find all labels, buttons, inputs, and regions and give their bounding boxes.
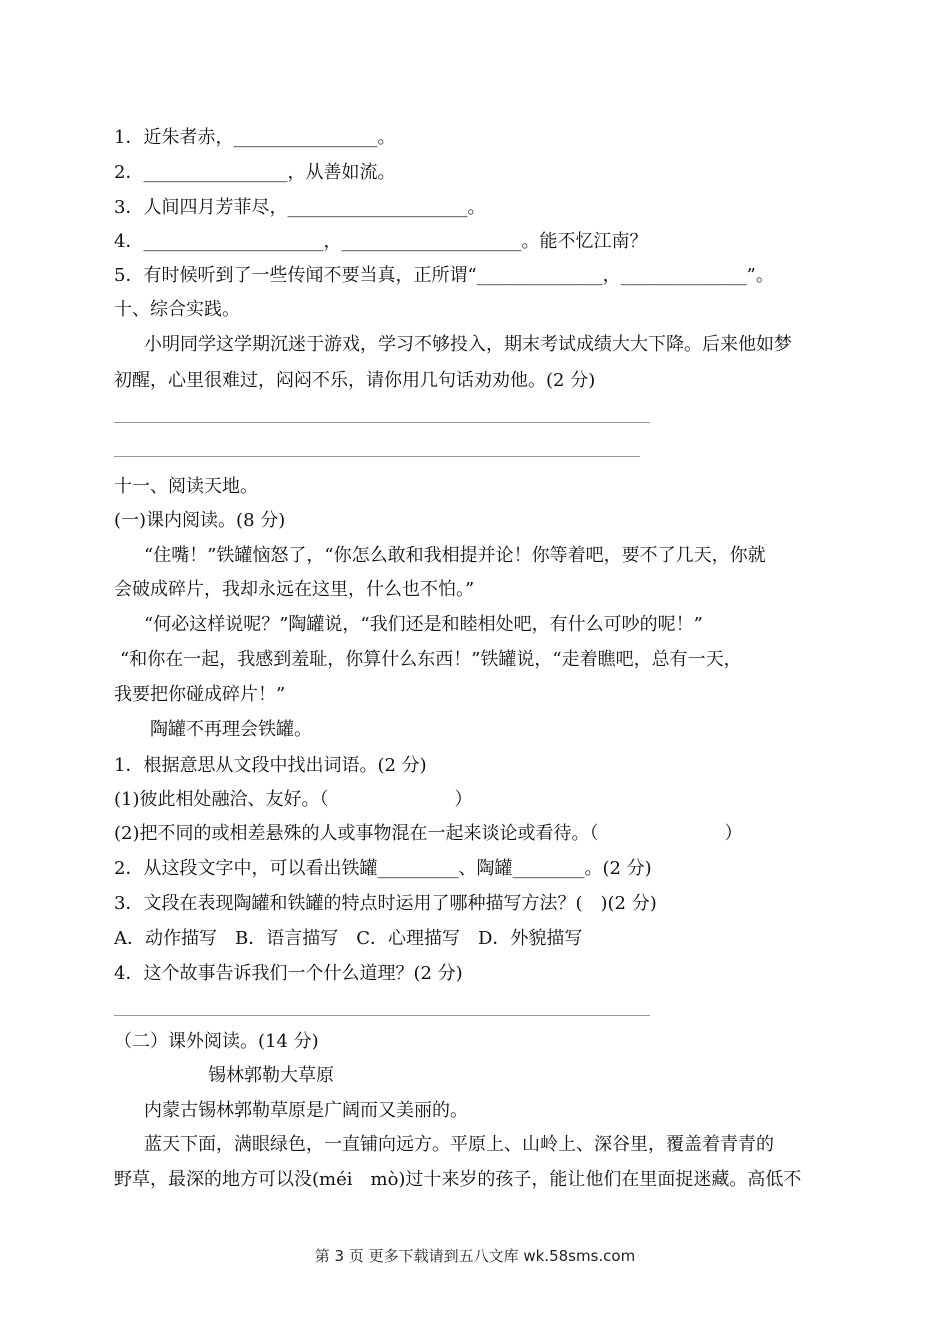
fill-question-3: 3．人间四月芳菲尽，____________________。	[114, 197, 486, 218]
article-title: 锡林郭勒大草原	[208, 1065, 334, 1086]
reading-question-1a: (1)彼此相处融洽、友好。（ ）	[114, 789, 473, 810]
fill-question-2: 2．________________，从善如流。	[114, 162, 396, 183]
answer-line-1[interactable]	[114, 422, 650, 423]
passage-paragraph-1-line-2: 会破成碎片，我却永远在这里，什么也不怕。”	[114, 579, 475, 600]
reading-part-1-heading: (一)课内阅读。(8 分)	[114, 510, 286, 531]
section-10-heading: 十、综合实践。	[114, 299, 240, 320]
article-paragraph-2-line-1: 蓝天下面，满眼绿色，一直铺向远方。平原上、山岭上、深谷里，覆盖着青青的	[144, 1134, 774, 1155]
section-11-heading: 十一、阅读天地。	[114, 476, 258, 497]
fill-question-5: 5．有时候听到了一些传闻不要当真，正所谓“______________，______________”。	[114, 265, 774, 286]
reading-question-2: 2．从这段文字中，可以看出铁罐_________、陶罐________。(2 分)	[114, 858, 652, 879]
article-paragraph-1: 内蒙古锡林郭勒草原是广阔而又美丽的。	[144, 1100, 468, 1121]
answer-line-3[interactable]	[114, 1015, 650, 1016]
reading-question-4: 4．这个故事告诉我们一个什么道理？(2 分)	[114, 963, 463, 984]
reading-part-2-heading: （二）课外阅读。(14 分)	[114, 1031, 319, 1052]
reading-question-3: 3．文段在表现陶罐和铁罐的特点时运用了哪种描写方法？( )(2 分)	[114, 893, 657, 914]
passage-paragraph-2: “何必这样说呢？”陶罐说，“我们还是和睦相处吧，有什么可吵的呢！”	[144, 614, 703, 635]
passage-paragraph-4: 陶罐不再理会铁罐。	[150, 719, 312, 740]
fill-question-4: 4．____________________，____________________。能不忆江南？	[114, 231, 648, 252]
answer-line-2[interactable]	[114, 456, 640, 457]
fill-question-1: 1．近朱者赤，________________。	[114, 127, 396, 148]
section-10-paragraph-line-1: 小明同学这学期沉迷于游戏，学习不够投入，期末考试成绩大大下降。后来他如梦	[144, 334, 792, 355]
page-footer: 第 3 页 更多下载请到五八文库 wk.58sms.com	[314, 1247, 636, 1265]
reading-question-3-options: A．动作描写 B．语言描写 C．心理描写 D．外貌描写	[114, 928, 583, 949]
passage-paragraph-1-line-1: “住嘴！”铁罐恼怒了，“你怎么敢和我相提并论！你等着吧，要不了几天，你就	[144, 545, 766, 566]
passage-paragraph-3-line-2: 我要把你碰成碎片！”	[114, 684, 286, 705]
article-paragraph-2-line-2: 野草，最深的地方可以没(méi mò)过十来岁的孩子，能让他们在里面捉迷藏。高低不	[114, 1169, 802, 1190]
passage-paragraph-3-line-1: “和你在一起，我感到羞耻，你算什么东西！”铁罐说，“走着瞧吧，总有一天，	[120, 649, 742, 670]
section-10-paragraph-line-2: 初醒，心里很难过，闷闷不乐，请你用几句话劝劝他。(2 分)	[114, 370, 596, 391]
reading-question-1: 1．根据意思从文段中找出词语。(2 分)	[114, 755, 427, 776]
reading-question-1b: (2)把不同的或相差悬殊的人或事物混在一起来谈论或看待。（ ）	[114, 823, 743, 844]
